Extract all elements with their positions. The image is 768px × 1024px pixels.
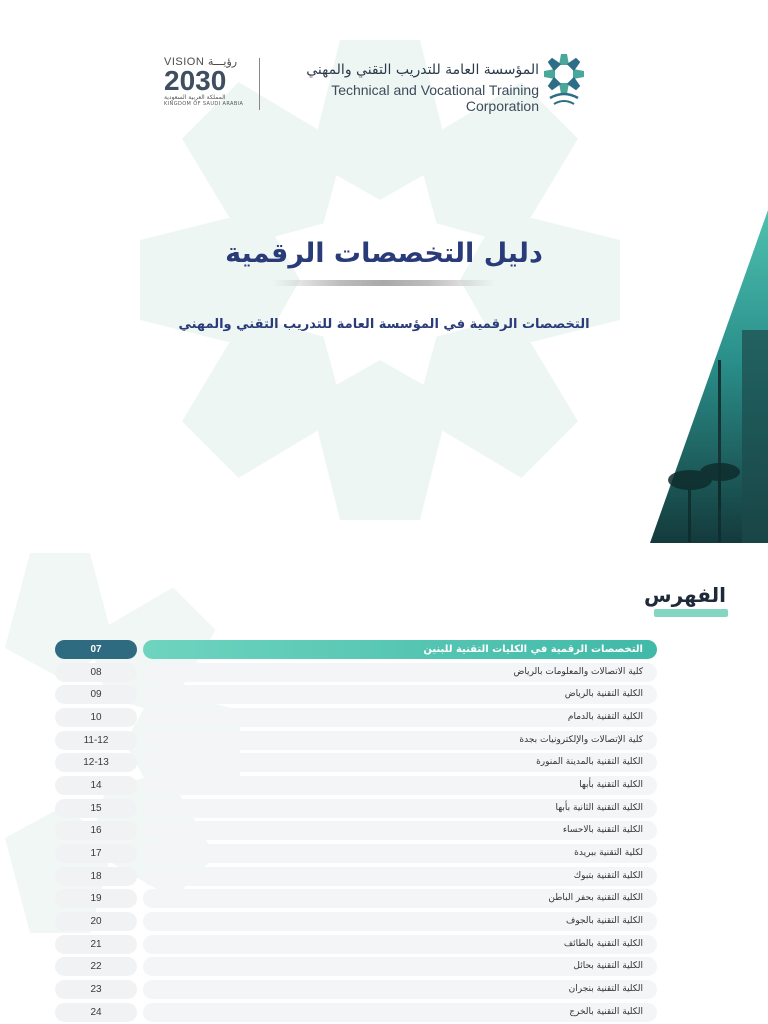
toc-page-number: 21: [55, 935, 137, 954]
toc-entry-label: الكلية التقنية بالاحساء: [143, 821, 657, 840]
toc-row[interactable]: [55, 844, 657, 863]
organization-name: [264, 62, 539, 114]
toc-entry-label: الكلية التقنية بأبها: [143, 776, 657, 795]
toc-page-number: 14: [55, 776, 137, 795]
organization-name-arabic: المؤسسة العامة للتدريب التقني والمهني: [306, 62, 539, 78]
toc-entry-label: كلية الاتصالات والمعلومات بالرياض: [143, 663, 657, 682]
toc-row[interactable]: [55, 776, 657, 795]
toc-page-number: 18: [55, 867, 137, 886]
toc-page-number: 15: [55, 799, 137, 818]
vision-2030-logo: [164, 55, 254, 113]
toc-row[interactable]: [55, 731, 657, 750]
toc-page-number: 10: [55, 708, 137, 727]
toc-page-number: 08: [55, 663, 137, 682]
toc-entry-label: الكلية التقنية بحفر الباطن: [143, 889, 657, 908]
toc-entry-label: الكلية التقنية بالخرج: [143, 1003, 657, 1022]
toc-row[interactable]: [55, 821, 657, 840]
toc-entry-label: الكلية التقنية بالرياض: [143, 685, 657, 704]
toc-page-number: 24: [55, 1003, 137, 1022]
campus-photo: [650, 210, 768, 543]
cover-subtitle: التخصصات الرقمية في المؤسسة العامة للتدريب التقني والمهني: [178, 317, 590, 332]
organization-name-english: Technical and Vocational Training Corporation: [331, 82, 539, 114]
toc-page-number: 09: [55, 685, 137, 704]
toc-row[interactable]: [55, 708, 657, 727]
toc-page-number: 22: [55, 957, 137, 976]
logo-divider: [259, 58, 260, 110]
vision-number: 2030: [164, 65, 227, 96]
toc-page-number: 12-13: [55, 753, 137, 772]
vision-arabic-caption: المملكة العربية السعودية: [164, 94, 226, 101]
toc-entry-label: الكلية التقنية بالطائف: [143, 935, 657, 954]
cover-title: دليل التخصصات الرقمية: [225, 238, 543, 269]
toc-entry-label: لكلية التقنية ببريدة: [143, 844, 657, 863]
toc-entry-label: الكلية التقنية الثانية بأبها: [143, 799, 657, 818]
toc-row[interactable]: [55, 799, 657, 818]
toc-page-number: 17: [55, 844, 137, 863]
toc-row[interactable]: [55, 912, 657, 931]
toc-entry-label: التخصصات الرقمية في الكليات التقنية للبنين: [143, 640, 657, 659]
toc-row[interactable]: [55, 685, 657, 704]
toc-page-number: 07: [55, 640, 137, 659]
toc-page-number: 20: [55, 912, 137, 931]
vision-english-caption: KINGDOM OF SAUDI ARABIA: [164, 101, 244, 107]
title-underline-decoration: [272, 280, 496, 286]
toc-entry-label: الكلية التقنية بتبوك: [143, 867, 657, 886]
toc-entry-label: الكلية التقنية بحائل: [143, 957, 657, 976]
toc-entry-label: الكلية التقنية بالمدينة المنورة: [143, 753, 657, 772]
toc-row[interactable]: [55, 663, 657, 682]
toc-page-number: 11-12: [55, 731, 137, 750]
vision-top-text: VISION رؤيـــة: [164, 56, 238, 68]
toc-row[interactable]: [55, 753, 657, 772]
toc-row[interactable]: [55, 1003, 657, 1022]
header-logos: [164, 50, 584, 120]
organization-logo-icon: [542, 50, 586, 110]
toc-entry-label: الكلية التقنية بالجوف: [143, 912, 657, 931]
index-section: [0, 543, 768, 1024]
toc-row[interactable]: [55, 935, 657, 954]
index-heading: الفهرس: [643, 583, 726, 607]
toc-page-number: 16: [55, 821, 137, 840]
toc-row[interactable]: [55, 957, 657, 976]
toc-row[interactable]: [55, 867, 657, 886]
toc-entry-label: الكلية التقنية بنجران: [143, 980, 657, 999]
toc-row[interactable]: [55, 889, 657, 908]
toc-row[interactable]: [55, 640, 657, 659]
index-heading-underline: [654, 609, 728, 617]
toc-page-number: 23: [55, 980, 137, 999]
toc-page-number: 19: [55, 889, 137, 908]
toc-row[interactable]: [55, 980, 657, 999]
toc-entry-label: الكلية التقنية بالدمام: [143, 708, 657, 727]
toc-entry-label: كلية الإتصالات والإلكترونيات بجدة: [143, 731, 657, 750]
